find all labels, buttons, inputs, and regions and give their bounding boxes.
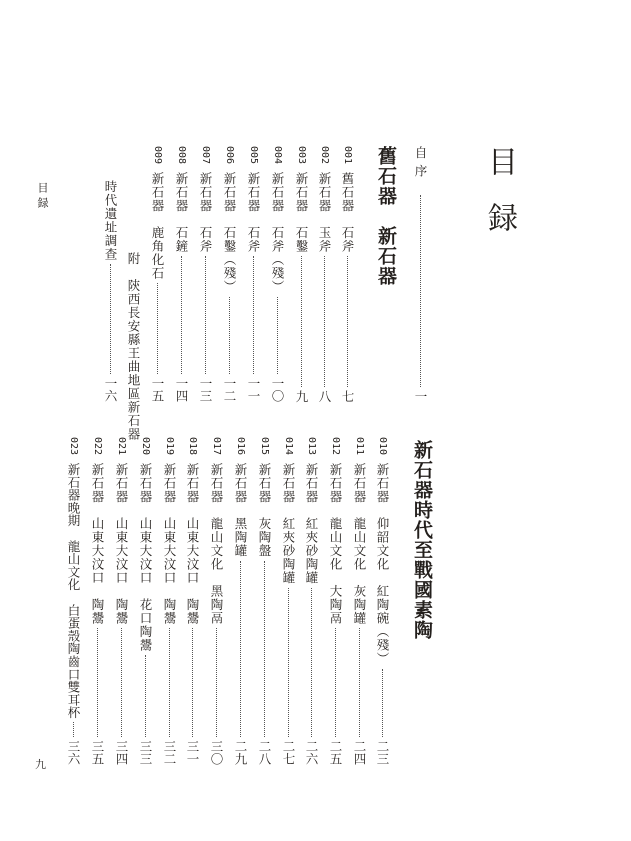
- leader-dots: [359, 628, 360, 737]
- toc-entry[interactable]: [151, 146, 164, 402]
- entry-title: 新石器晚期 龍山文化 白蛋殼陶齒口雙耳杯: [66, 463, 81, 719]
- leader-dots: [157, 283, 158, 374]
- toc-entry[interactable]: [271, 146, 284, 402]
- entry-number: 004: [272, 146, 283, 165]
- toc-entry[interactable]: [199, 146, 212, 402]
- preface-entry[interactable]: [414, 146, 427, 402]
- entry-title: 舊石器 石斧: [340, 172, 355, 253]
- leader-dots: [169, 628, 170, 737]
- entry-title: 新石器 山東大汶口 陶鬹: [185, 463, 200, 625]
- entry-number: 008: [176, 146, 187, 165]
- entry-page: 七: [340, 389, 355, 402]
- entry-page: 三〇: [209, 740, 224, 765]
- appendix-line1: 附 陝西長安縣王曲地區新石器: [126, 252, 141, 441]
- entry-number: 013: [306, 437, 317, 456]
- entry-title: 新石器 山東大汶口 陶鬹: [90, 463, 105, 625]
- entry-title: 新石器 石斧: [246, 172, 261, 253]
- entry-page: 二三: [375, 740, 390, 765]
- leader-dots: [382, 669, 383, 738]
- entry-number: 020: [140, 437, 151, 456]
- toc-entry[interactable]: [163, 437, 176, 765]
- entry-title: 新石器 石鏟: [174, 172, 189, 253]
- leader-dots: [216, 628, 217, 737]
- entry-number: 023: [68, 437, 79, 456]
- toc-entry[interactable]: [305, 437, 318, 765]
- section-heading-new: 新石器時代至戰國素陶: [411, 440, 433, 640]
- entry-page: 九: [294, 389, 309, 402]
- entry-page: 二九: [233, 740, 248, 765]
- section-heading-old: 舊石器 新石器: [375, 146, 397, 286]
- entry-title: 新石器 石斧（殘）: [270, 172, 285, 294]
- leader-dots: [73, 722, 74, 737]
- appendix-entry[interactable]: [104, 180, 117, 402]
- toc-entry[interactable]: [210, 437, 223, 765]
- leader-dots: [420, 195, 421, 387]
- entry-title: 新石器 紅夾砂陶罐: [281, 463, 296, 585]
- toc-entry[interactable]: [329, 437, 342, 765]
- toc-entry[interactable]: [247, 146, 260, 402]
- running-title: 目録: [36, 182, 49, 212]
- leader-dots: [335, 628, 336, 737]
- entry-page: 二八: [257, 740, 272, 765]
- entry-title: 新石器 龍山文化 灰陶罐: [352, 463, 367, 625]
- toc-entry[interactable]: [115, 437, 128, 765]
- entry-page: 三五: [90, 740, 105, 765]
- leader-dots: [229, 297, 230, 375]
- entry-number: 009: [152, 146, 163, 165]
- entry-number: 019: [164, 437, 175, 456]
- leader-dots: [192, 628, 193, 737]
- page-title: 目録: [482, 146, 517, 258]
- leader-dots: [240, 561, 241, 738]
- entry-title: 新石器 鹿角化石: [150, 172, 165, 280]
- entry-page: 一一: [246, 377, 261, 402]
- entry-page: 二五: [328, 740, 343, 765]
- entry-page: 三一: [185, 740, 200, 765]
- preface-label: 自序: [413, 146, 428, 183]
- entry-number: 002: [319, 146, 330, 165]
- entry-page: 二七: [281, 740, 296, 765]
- toc-entry[interactable]: [223, 146, 236, 402]
- entry-page: 三三: [138, 740, 153, 765]
- toc-entry[interactable]: [175, 146, 188, 402]
- entry-title: 新石器 山東大汶口 陶鬹: [162, 463, 177, 625]
- entry-page: 一五: [150, 377, 165, 402]
- leader-dots: [301, 256, 302, 387]
- entry-title: 新石器 龍山文化 大陶鬲: [328, 463, 343, 625]
- entry-title: 新石器 灰陶盤: [257, 463, 272, 558]
- entry-number: 001: [342, 146, 353, 165]
- entry-number: 014: [283, 437, 294, 456]
- entry-page: 二四: [352, 740, 367, 765]
- leader-dots: [324, 256, 325, 387]
- entry-number: 003: [296, 146, 307, 165]
- entry-title: 新石器 石斧: [198, 172, 213, 253]
- entry-number: 012: [330, 437, 341, 456]
- entry-title: 新石器 紅夾砂陶罐: [304, 463, 319, 585]
- leader-dots: [145, 655, 146, 737]
- entry-number: 016: [235, 437, 246, 456]
- leader-dots: [311, 588, 312, 738]
- entry-title: 新石器 石鑿: [294, 172, 309, 253]
- toc-entry[interactable]: [353, 437, 366, 765]
- toc-entry[interactable]: [186, 437, 199, 765]
- entry-page: 三二: [162, 740, 177, 765]
- leader-dots: [264, 561, 265, 738]
- entry-page: 一三: [198, 377, 213, 402]
- entry-title: 新石器 仰韶文化 紅陶碗（殘）: [375, 463, 390, 666]
- entry-page: 二六: [304, 740, 319, 765]
- toc-entry[interactable]: [341, 146, 354, 402]
- appendix-title: 時代遺址調查: [103, 180, 118, 261]
- toc-entry[interactable]: [295, 146, 308, 402]
- entry-title: 新石器 山東大汶口 花口陶鬹: [138, 463, 153, 652]
- entry-page: 一四: [174, 377, 189, 402]
- entry-number: 010: [377, 437, 388, 456]
- entry-number: 015: [259, 437, 270, 456]
- preface-page: 一: [413, 389, 428, 402]
- toc-entry[interactable]: [376, 437, 389, 765]
- toc-entry[interactable]: [258, 437, 271, 765]
- leader-dots: [288, 588, 289, 738]
- toc-entry[interactable]: [91, 437, 104, 765]
- leader-dots: [110, 264, 111, 374]
- leader-dots: [253, 256, 254, 374]
- entry-number: 017: [211, 437, 222, 456]
- entry-number: 007: [200, 146, 211, 165]
- toc-entry[interactable]: [234, 437, 247, 765]
- entry-number: 022: [92, 437, 103, 456]
- entry-title: 新石器 玉斧: [317, 172, 332, 253]
- entry-page: 八: [317, 389, 332, 402]
- toc-entry[interactable]: [318, 146, 331, 402]
- entry-number: 011: [354, 437, 365, 456]
- leader-dots: [347, 256, 348, 387]
- page-number: 九: [35, 758, 46, 771]
- entry-title: 新石器 山東大汶口 陶鬹: [114, 463, 129, 625]
- entry-number: 021: [116, 437, 127, 456]
- leader-dots: [205, 256, 206, 374]
- entry-number: 005: [248, 146, 259, 165]
- leader-dots: [121, 628, 122, 737]
- entry-page: 一〇: [270, 377, 285, 402]
- toc-entry[interactable]: [282, 437, 295, 765]
- entry-title: 新石器 黑陶罐: [233, 463, 248, 558]
- entry-title: 新石器 龍山文化 黑陶鬲: [209, 463, 224, 625]
- leader-dots: [97, 628, 98, 737]
- appendix-page: 一六: [103, 377, 118, 402]
- toc-entry[interactable]: [67, 437, 80, 765]
- entry-page: 三四: [114, 740, 129, 765]
- toc-entry[interactable]: [139, 437, 152, 765]
- entry-page: 三六: [66, 740, 81, 765]
- entry-number: 018: [187, 437, 198, 456]
- leader-dots: [277, 297, 278, 375]
- entry-page: 一二: [222, 377, 237, 402]
- leader-dots: [181, 256, 182, 374]
- entry-number: 006: [224, 146, 235, 165]
- entry-title: 新石器 石鑿（殘）: [222, 172, 237, 294]
